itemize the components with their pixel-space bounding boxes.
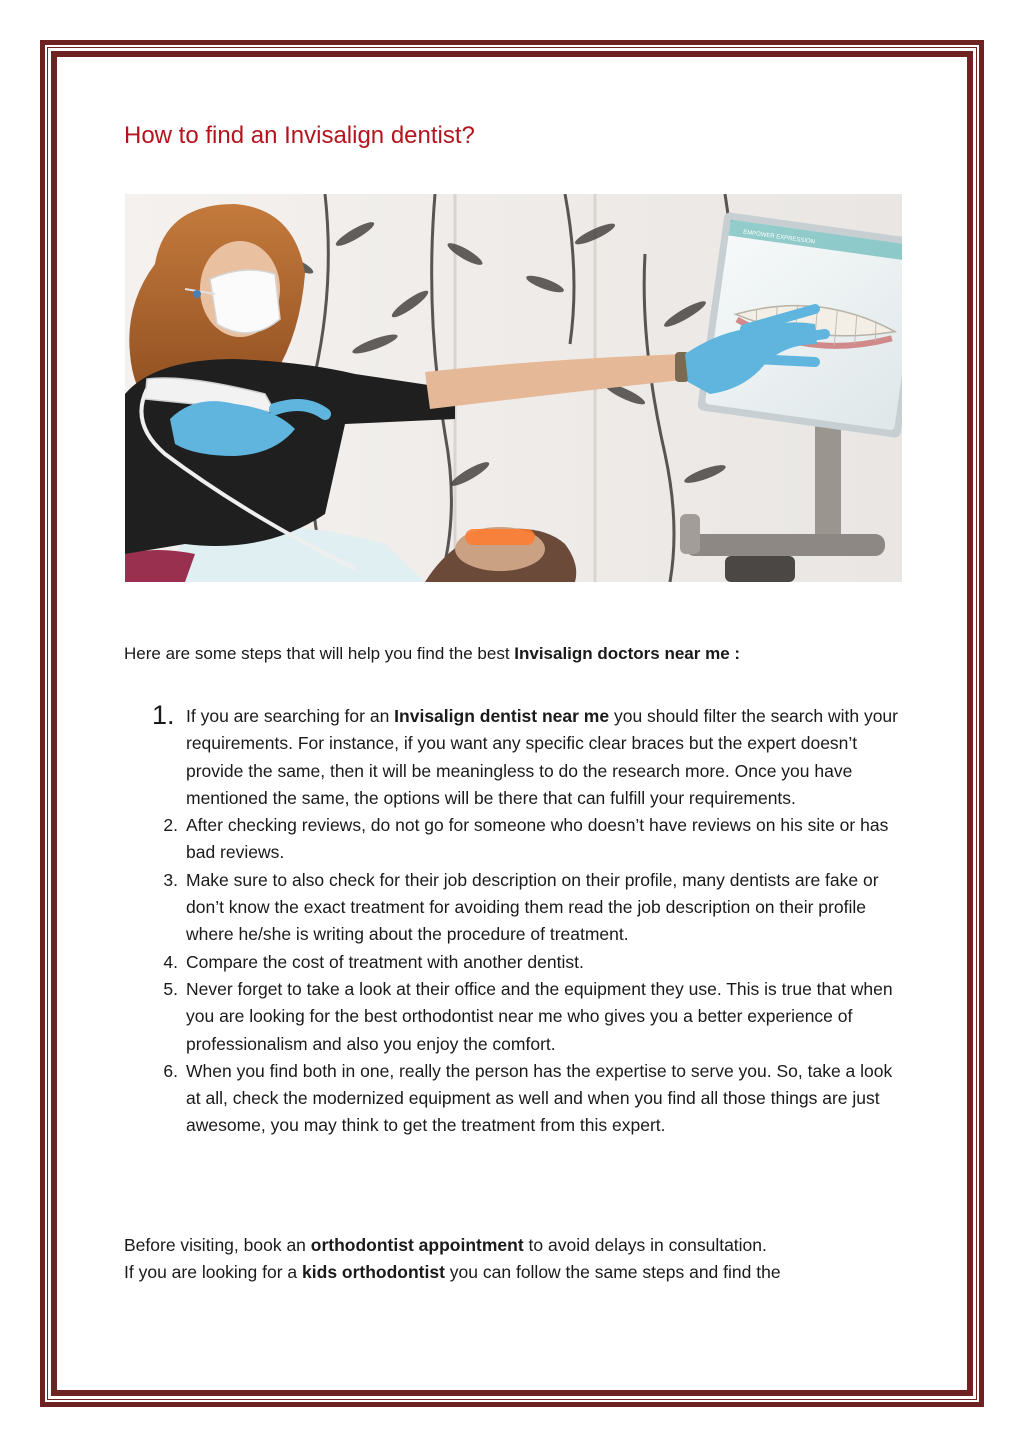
- outro-bold-keyword: orthodontist appointment: [310, 1235, 524, 1255]
- monitor-screen-header: EMPOWER EXPRESSION: [742, 229, 816, 246]
- step-item: [163, 1058, 906, 1140]
- steps-list: [152, 700, 906, 1140]
- step-number: 2.: [163, 815, 178, 836]
- step-text: After checking reviews, do not go for someone who doesn’t have reviews on his site or has bad reviews.: [186, 815, 889, 863]
- page-title: How to find an Invisalign dentist?: [124, 122, 475, 149]
- step-number: 4.: [163, 951, 178, 972]
- outro-text: Before visiting, book an: [124, 1235, 311, 1255]
- step-text: When you find both in one, really the person has the expertise to serve you. So, take a look at all, check the modernized equipment as well and when you find all those things are just awesome, you may think to get the treatment from this expert.: [186, 1060, 893, 1136]
- intro-paragraph: [124, 644, 740, 664]
- step-item: [163, 976, 906, 1058]
- step-bold-keyword: Invisalign dentist near me: [394, 706, 610, 726]
- hero-image-dentist-with-scanner: [125, 194, 902, 582]
- step-text: you should filter the search with your requirements. For instance, if you want any specific clear braces but the expert doesn’t provide the same, then it will be meaningless to do the research more. Once you have mentioned the same, the options will be there that can fulfill your requirements.: [186, 706, 898, 808]
- step-item: [163, 867, 906, 949]
- step-text: If you are searching for an: [186, 706, 395, 726]
- outro-paragraph: [124, 1232, 914, 1287]
- step-number: 1.: [152, 700, 175, 730]
- step-item: [163, 949, 906, 976]
- step-item: [163, 812, 906, 867]
- outro-text: to avoid delays in consultation.: [523, 1235, 767, 1255]
- step-number: 5.: [163, 978, 178, 999]
- outro-bold-keyword: kids orthodontist: [302, 1262, 445, 1283]
- step-text: Compare the cost of treatment with another dentist.: [186, 951, 584, 972]
- step-text: Make sure to also check for their job description on their profile, many dentists are fake or don’t know the exact treatment for avoiding them read the job description on their profile where he/she is writing about the procedure of treatment.: [186, 869, 879, 945]
- step-text: Never forget to take a look at their office and the equipment they use. This is true that when you are looking for the best orthodontist near me who gives you a better experience of professionalism and also you enjoy the comfort.: [186, 978, 893, 1054]
- step-number: 3.: [163, 869, 178, 890]
- intro-bold-keyword: Invisalign doctors near me :: [514, 644, 741, 663]
- intro-text: Here are some steps that will help you find the best: [124, 644, 515, 663]
- step-number: 6.: [163, 1060, 178, 1081]
- outro-text: If you are looking for a: [124, 1262, 303, 1283]
- step-item: [152, 700, 906, 812]
- outro-text: you can follow the same steps and find the: [444, 1262, 781, 1283]
